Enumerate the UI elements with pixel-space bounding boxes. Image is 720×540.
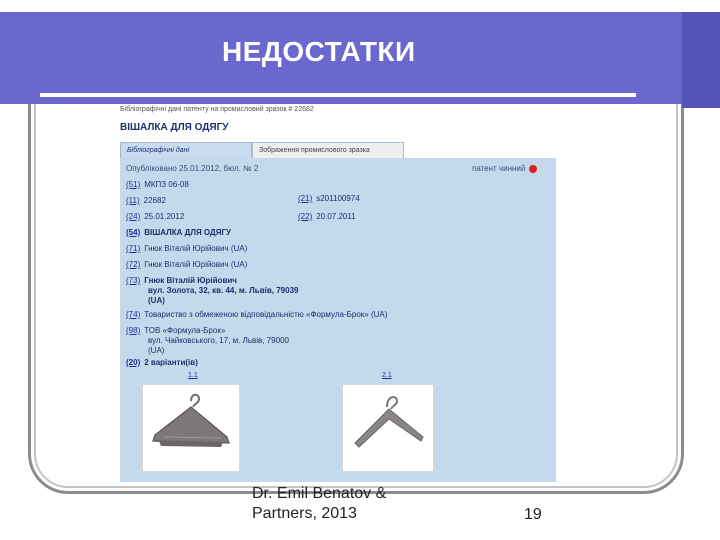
field-country: (UA) (148, 346, 165, 355)
field-value: 20.07.2011 (316, 212, 356, 221)
field-73 (126, 276, 298, 306)
page-number: 19 (524, 506, 542, 523)
field-code[interactable]: (11) (126, 196, 140, 205)
tab-design-images[interactable]: Зображення промислового зразка (252, 142, 404, 158)
field-code[interactable]: (98) (126, 326, 141, 335)
image-label-1[interactable]: 1.1 (188, 372, 198, 379)
patent-title: ВІШАЛКА ДЛЯ ОДЯГУ (120, 122, 229, 133)
tab-bibliographic-data[interactable]: Бібліографічні дані (120, 142, 252, 158)
field-74 (126, 310, 387, 319)
patent-status-text: патент чинний (472, 164, 526, 173)
hanger-image-1[interactable] (142, 384, 240, 472)
field-code[interactable]: (51) (126, 180, 141, 189)
published-line: Опубліковано 25.01.2012, бюл. № 2 (126, 164, 259, 173)
coat-hanger-icon (343, 385, 433, 471)
field-address: вул. Золота, 32, кв. 44, м. Львів, 79039 (148, 286, 299, 295)
field-code[interactable]: (21) (298, 194, 313, 203)
bibliographic-panel (120, 158, 556, 482)
image-label-2[interactable]: 2.1 (382, 372, 392, 379)
slide-title: НЕДОСТАТКИ (222, 36, 416, 67)
field-value: Товариство з обмеженою відповідальністю «Формула-Брок» (UA) (144, 310, 388, 319)
field-value: ТОВ «Формула-Брок» (144, 326, 226, 335)
field-code[interactable]: (54) (126, 228, 141, 237)
field-value: s201100974 (316, 194, 360, 203)
field-value: Гнюк Віталій Юрійович (UA) (144, 244, 248, 253)
field-51 (126, 180, 189, 189)
field-code[interactable]: (24) (126, 212, 141, 221)
field-21 (298, 194, 360, 203)
footer-author: Dr. Emil Benatov & Partners, 2013 (252, 485, 387, 522)
field-code[interactable]: (73) (126, 276, 141, 285)
field-code[interactable]: (71) (126, 244, 141, 253)
field-value: ВІШАЛКА ДЛЯ ОДЯГУ (144, 228, 232, 237)
field-71 (126, 244, 247, 253)
field-code[interactable]: (22) (298, 212, 313, 221)
patent-header-line: Бібліографічні дані патенту на промисловий зразок # 22682 (120, 106, 314, 113)
field-72 (126, 260, 247, 269)
patent-tabs (120, 142, 404, 158)
field-value: Гнюк Віталій Юрійович (UA) (144, 260, 248, 269)
field-11 (126, 196, 166, 205)
field-value: Гнюк Віталій Юрійович (144, 276, 237, 285)
field-20 (126, 358, 198, 367)
field-code[interactable]: (72) (126, 260, 141, 269)
field-value: МКПЗ 06-08 (144, 180, 189, 189)
field-value: 22682 (143, 196, 166, 205)
field-code[interactable]: (74) (126, 310, 141, 319)
field-22 (298, 212, 356, 221)
status-indicator-icon (529, 165, 537, 173)
embedded-patent-screenshot (116, 104, 556, 482)
patent-status (472, 164, 537, 173)
field-value: 2 варіанти(ів) (144, 358, 198, 367)
title-bar-shadow (682, 12, 720, 108)
field-98 (126, 326, 289, 356)
field-country: (UA) (148, 296, 165, 305)
coat-hanger-icon (143, 385, 239, 471)
title-underline (40, 93, 636, 97)
field-value: 25.01.2012 (144, 212, 185, 221)
field-address: вул. Чайковського, 17, м. Львів, 79000 (148, 336, 289, 345)
hanger-image-2[interactable] (342, 384, 434, 472)
field-24 (126, 212, 184, 221)
field-code[interactable]: (20) (126, 358, 141, 367)
field-54 (126, 228, 231, 237)
